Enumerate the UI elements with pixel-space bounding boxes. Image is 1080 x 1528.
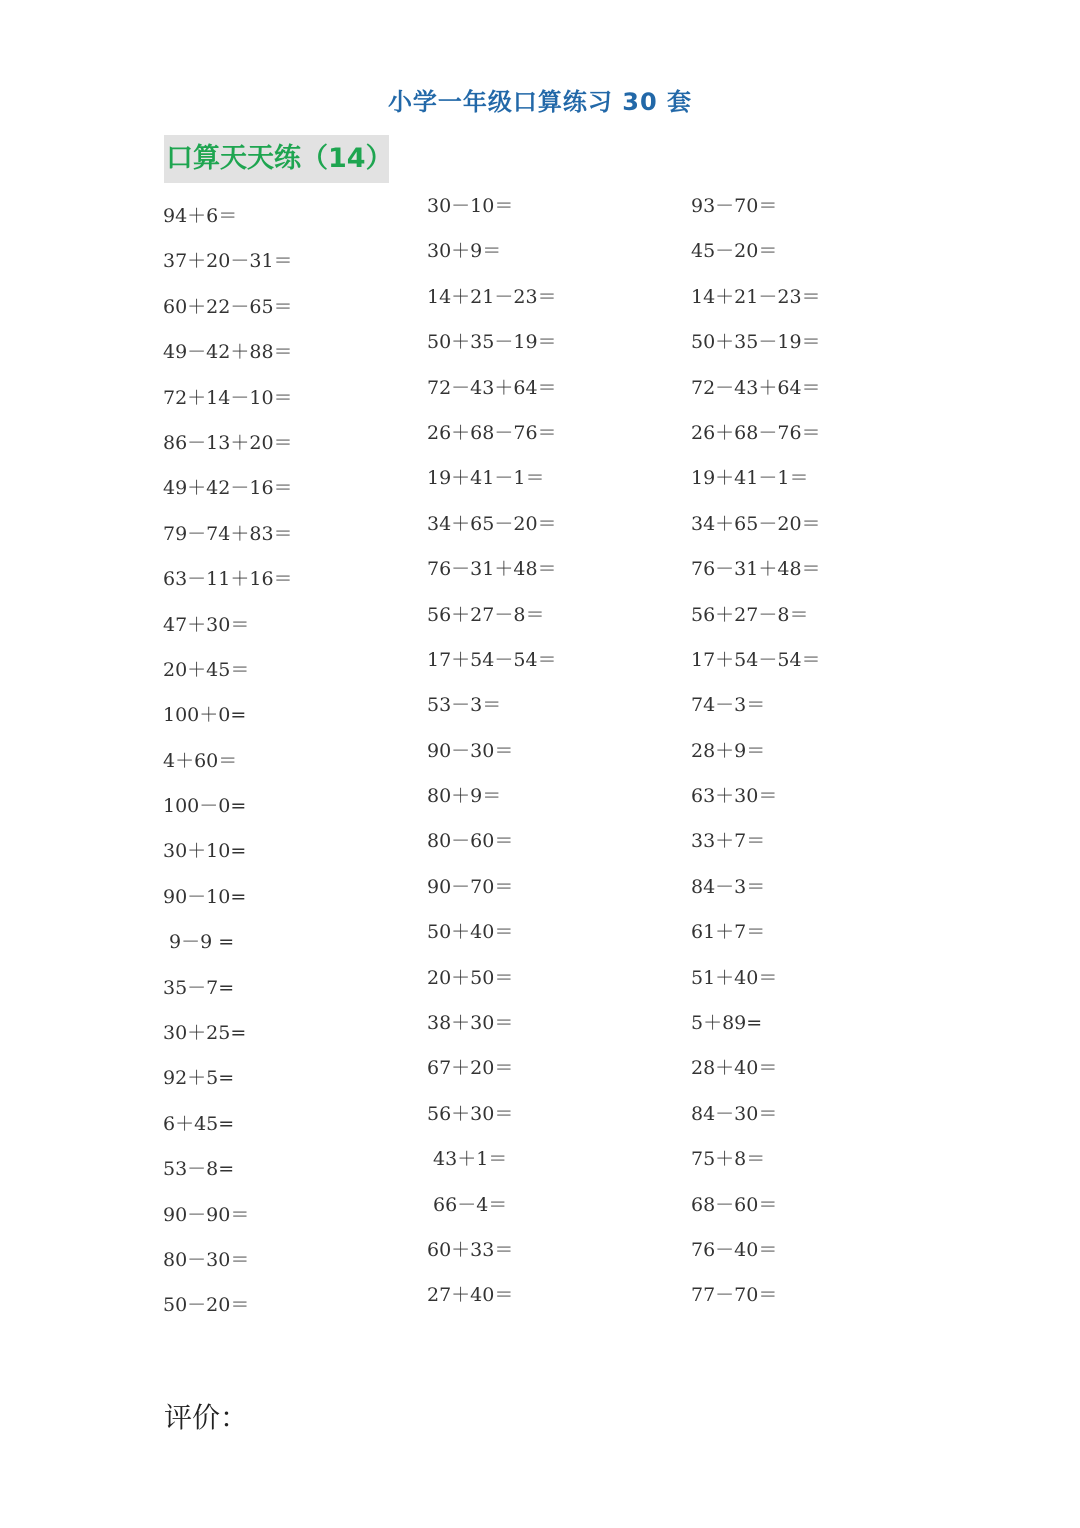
math-problem: 35－7=: [163, 976, 235, 999]
math-problem: 19＋41－1＝: [427, 467, 545, 490]
math-problem: 76－40＝: [691, 1238, 778, 1261]
math-problem: 76－31＋48＝: [427, 558, 557, 581]
math-problem: 93－70＝: [691, 195, 778, 217]
math-problem: 75＋8＝: [691, 1148, 766, 1171]
math-problem: 34＋65－20＝: [427, 512, 557, 535]
math-problem: 27＋40＝: [427, 1284, 514, 1307]
math-problem: 100－0=: [163, 795, 247, 818]
math-problem: 37＋20－31＝: [163, 250, 293, 273]
math-problem: 9－9 =: [163, 931, 235, 954]
math-problem: 30＋9＝: [427, 240, 502, 263]
math-problem: 63＋30＝: [691, 785, 778, 808]
math-problem: 76－31＋48＝: [691, 558, 821, 581]
math-problem: 20＋45＝: [163, 658, 250, 681]
math-problem: 50＋35－19＝: [427, 331, 557, 354]
math-problem: 26＋68－76＝: [427, 421, 557, 444]
math-problem: 5＋89=: [691, 1012, 763, 1035]
math-problem: 28＋40＝: [691, 1057, 778, 1080]
problem-column-2: [427, 186, 557, 1321]
math-problem: 50－20＝: [163, 1294, 250, 1317]
math-problem: 50＋40＝: [427, 921, 514, 944]
math-problem: 19＋41－1＝: [691, 467, 809, 490]
math-problem: 86－13＋20＝: [163, 431, 293, 454]
math-problem: 14＋21－23＝: [427, 285, 557, 308]
math-problem: 51＋40＝: [691, 966, 778, 989]
math-problem: 53－8=: [163, 1158, 235, 1181]
problem-column-1: [163, 196, 293, 1331]
math-problem: 80＋9＝: [427, 785, 502, 808]
evaluation-label: 评价：: [164, 1401, 249, 1434]
math-problem: 30＋10=: [163, 840, 247, 863]
math-problem: 30＋25=: [163, 1022, 247, 1045]
math-problem: 17＋54－54＝: [427, 648, 557, 671]
math-problem: 28＋9＝: [691, 739, 766, 762]
math-problem: 6＋45=: [163, 1112, 235, 1135]
math-problem: 45－20＝: [691, 240, 778, 263]
math-problem: 60＋22－65＝: [163, 295, 293, 318]
math-problem: 17＋54－54＝: [691, 648, 821, 671]
math-problem: 63－11＋16＝: [163, 568, 293, 591]
math-problem: 80－60＝: [427, 830, 514, 853]
math-problem: 90－70＝: [427, 875, 514, 898]
math-problem: 53－3＝: [427, 694, 502, 717]
math-problem: 26＋68－76＝: [691, 421, 821, 444]
math-problem: 84－3＝: [691, 875, 766, 898]
math-problem: 33＋7＝: [691, 830, 766, 853]
math-problem: 60＋33＝: [427, 1238, 514, 1261]
math-problem: 66－4＝: [427, 1193, 508, 1216]
math-problem: 43＋1＝: [427, 1148, 508, 1171]
math-problem: 34＋65－20＝: [691, 512, 821, 535]
math-problem: 94＋6＝: [163, 205, 238, 227]
page-title: 小学一年级口算练习 30 套: [387, 88, 693, 116]
math-problem: 30－10＝: [427, 195, 514, 217]
section-heading: 口算天天练（14）: [164, 135, 389, 183]
math-problem: 72＋14－10＝: [163, 386, 293, 409]
math-problem: 56＋27－8＝: [427, 603, 545, 626]
math-problem: 47＋30＝: [163, 613, 250, 636]
math-problem: 79－74＋83＝: [163, 522, 293, 545]
math-problem: 38＋30＝: [427, 1012, 514, 1035]
math-problem: 50＋35－19＝: [691, 331, 821, 354]
math-problem: 4＋60＝: [163, 749, 238, 772]
problem-column-3: [691, 186, 821, 1321]
math-problem: 49－42＋88＝: [163, 341, 293, 364]
math-problem: 74－3＝: [691, 694, 766, 717]
math-problem: 56＋30＝: [427, 1102, 514, 1125]
math-problem: 90－90＝: [163, 1203, 250, 1226]
math-problem: 72－43＋64＝: [427, 376, 557, 399]
math-problem: 61＋7＝: [691, 921, 766, 944]
math-problem: 72－43＋64＝: [691, 376, 821, 399]
math-problem: 67＋20＝: [427, 1057, 514, 1080]
math-problem: 68－60＝: [691, 1193, 778, 1216]
math-problem: 77－70＝: [691, 1284, 778, 1307]
math-problem: 84－30＝: [691, 1102, 778, 1125]
math-problem: 100＋0=: [163, 704, 247, 727]
math-problem: 56＋27－8＝: [691, 603, 809, 626]
math-problem: 90－10=: [163, 885, 247, 908]
math-problem: 20＋50＝: [427, 966, 514, 989]
math-problem: 49＋42－16＝: [163, 477, 293, 500]
math-problem: 14＋21－23＝: [691, 285, 821, 308]
math-problem: 80－30＝: [163, 1248, 250, 1271]
math-problem: 92＋5=: [163, 1067, 235, 1090]
math-problem: 90－30＝: [427, 739, 514, 762]
